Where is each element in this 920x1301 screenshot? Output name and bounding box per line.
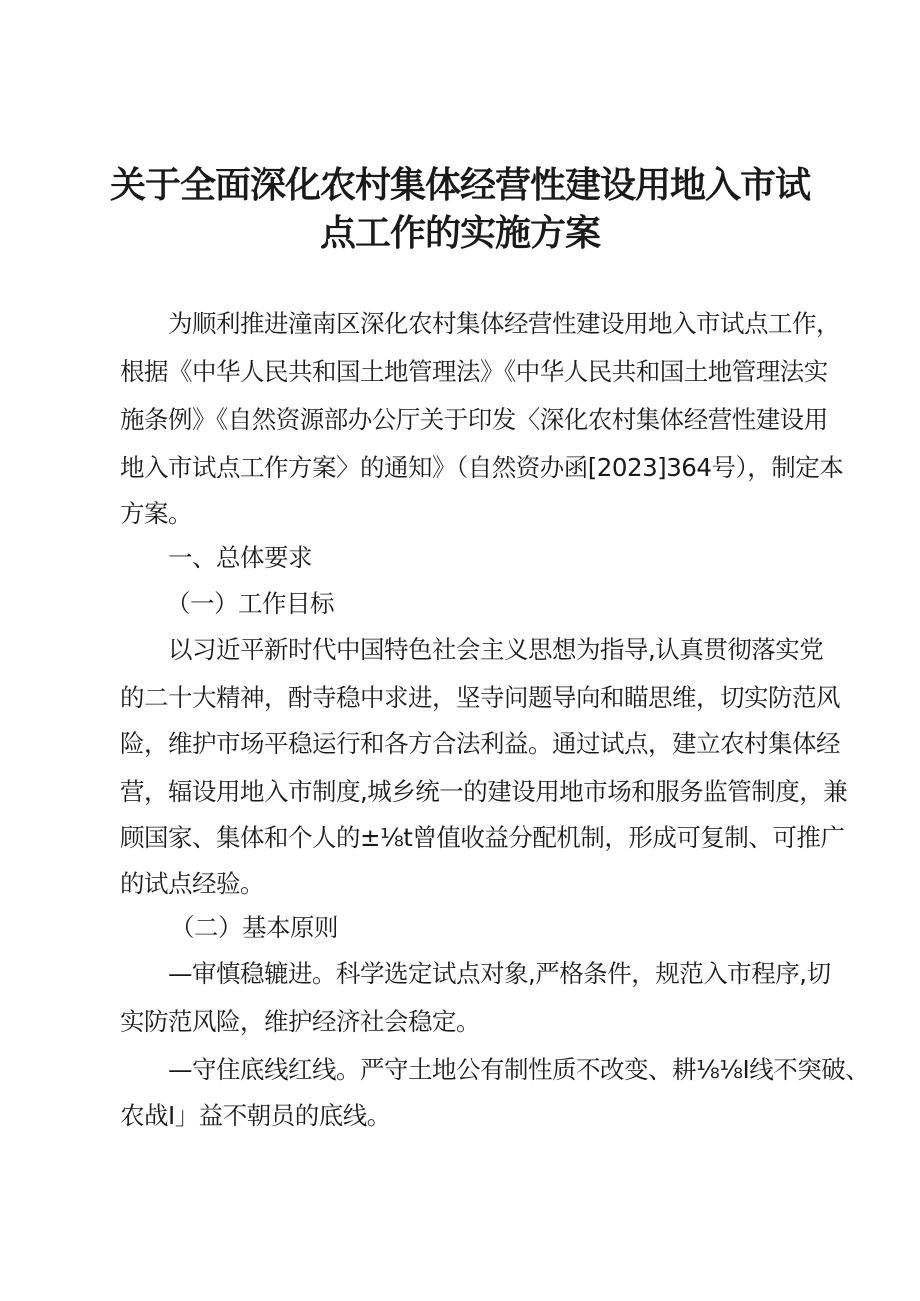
document-title-line-1: 关于全面深化农村集体经营性建设用地入市试 [109, 165, 810, 206]
subsection-heading-basic-principles: （二）基本原则 [170, 913, 338, 942]
principle-2-line-2: 农战I」益不朝员的底线。 [120, 1101, 391, 1130]
goal-line-2: 的二十大精神，酎寺稳中求进，坚寺问题导向和瞄思维，切实防范风 [120, 683, 840, 712]
goal-line-3: 险，维护市场平稳运行和各方合法利益。通过试点，建立农村集体经 [120, 729, 840, 758]
principle-2-line-1: —守住底线红线。严守土地公有制性质不改变、耕⅛⅛I线不突破、 [168, 1055, 870, 1084]
intro-line-3: 施条例》《自然资源部办公厅关于印发〈深化农村集体经营性建设用 [120, 405, 828, 434]
goal-line-6: 的试点经验。 [120, 869, 264, 898]
intro-line-1: 为顺利推进潼南区深化农村集体经营性建设用地入市试点工作， [168, 309, 840, 338]
document-title-line-2: 点工作的实施方案 [319, 213, 600, 254]
subsection-heading-work-goals: （一）工作目标 [166, 589, 334, 618]
intro-line-5: 方案。 [120, 499, 192, 528]
intro-line-2: 根据《中华人民共和国土地管理法》《中华人民共和国土地管理法实 [120, 357, 828, 386]
principle-1-line-2: 实防范风险，维护经济社会稳定。 [120, 1007, 480, 1036]
goal-line-1: 以习近平新时代中国特色社会主义思想为指导,认真贯彻落实党 [168, 635, 824, 664]
goal-line-5: 顾国家、集体和个人的±⅛t曾值收益分配机制，形成可复制、可推广 [120, 823, 845, 852]
intro-line-4: 地入市试点工作方案〉的通知》（自然资办函[2023]364号），制定本 [120, 453, 844, 482]
goal-line-4: 营，辐设用地入市制度,城乡统一的建设用地市场和服务监管制度，兼 [120, 777, 848, 806]
section-heading-general-requirements: 一、总体要求 [168, 543, 312, 572]
principle-1-line-1: —审慎稳辘进。科学选定试点对象,严格条件，规范入市程序,切 [168, 959, 831, 988]
